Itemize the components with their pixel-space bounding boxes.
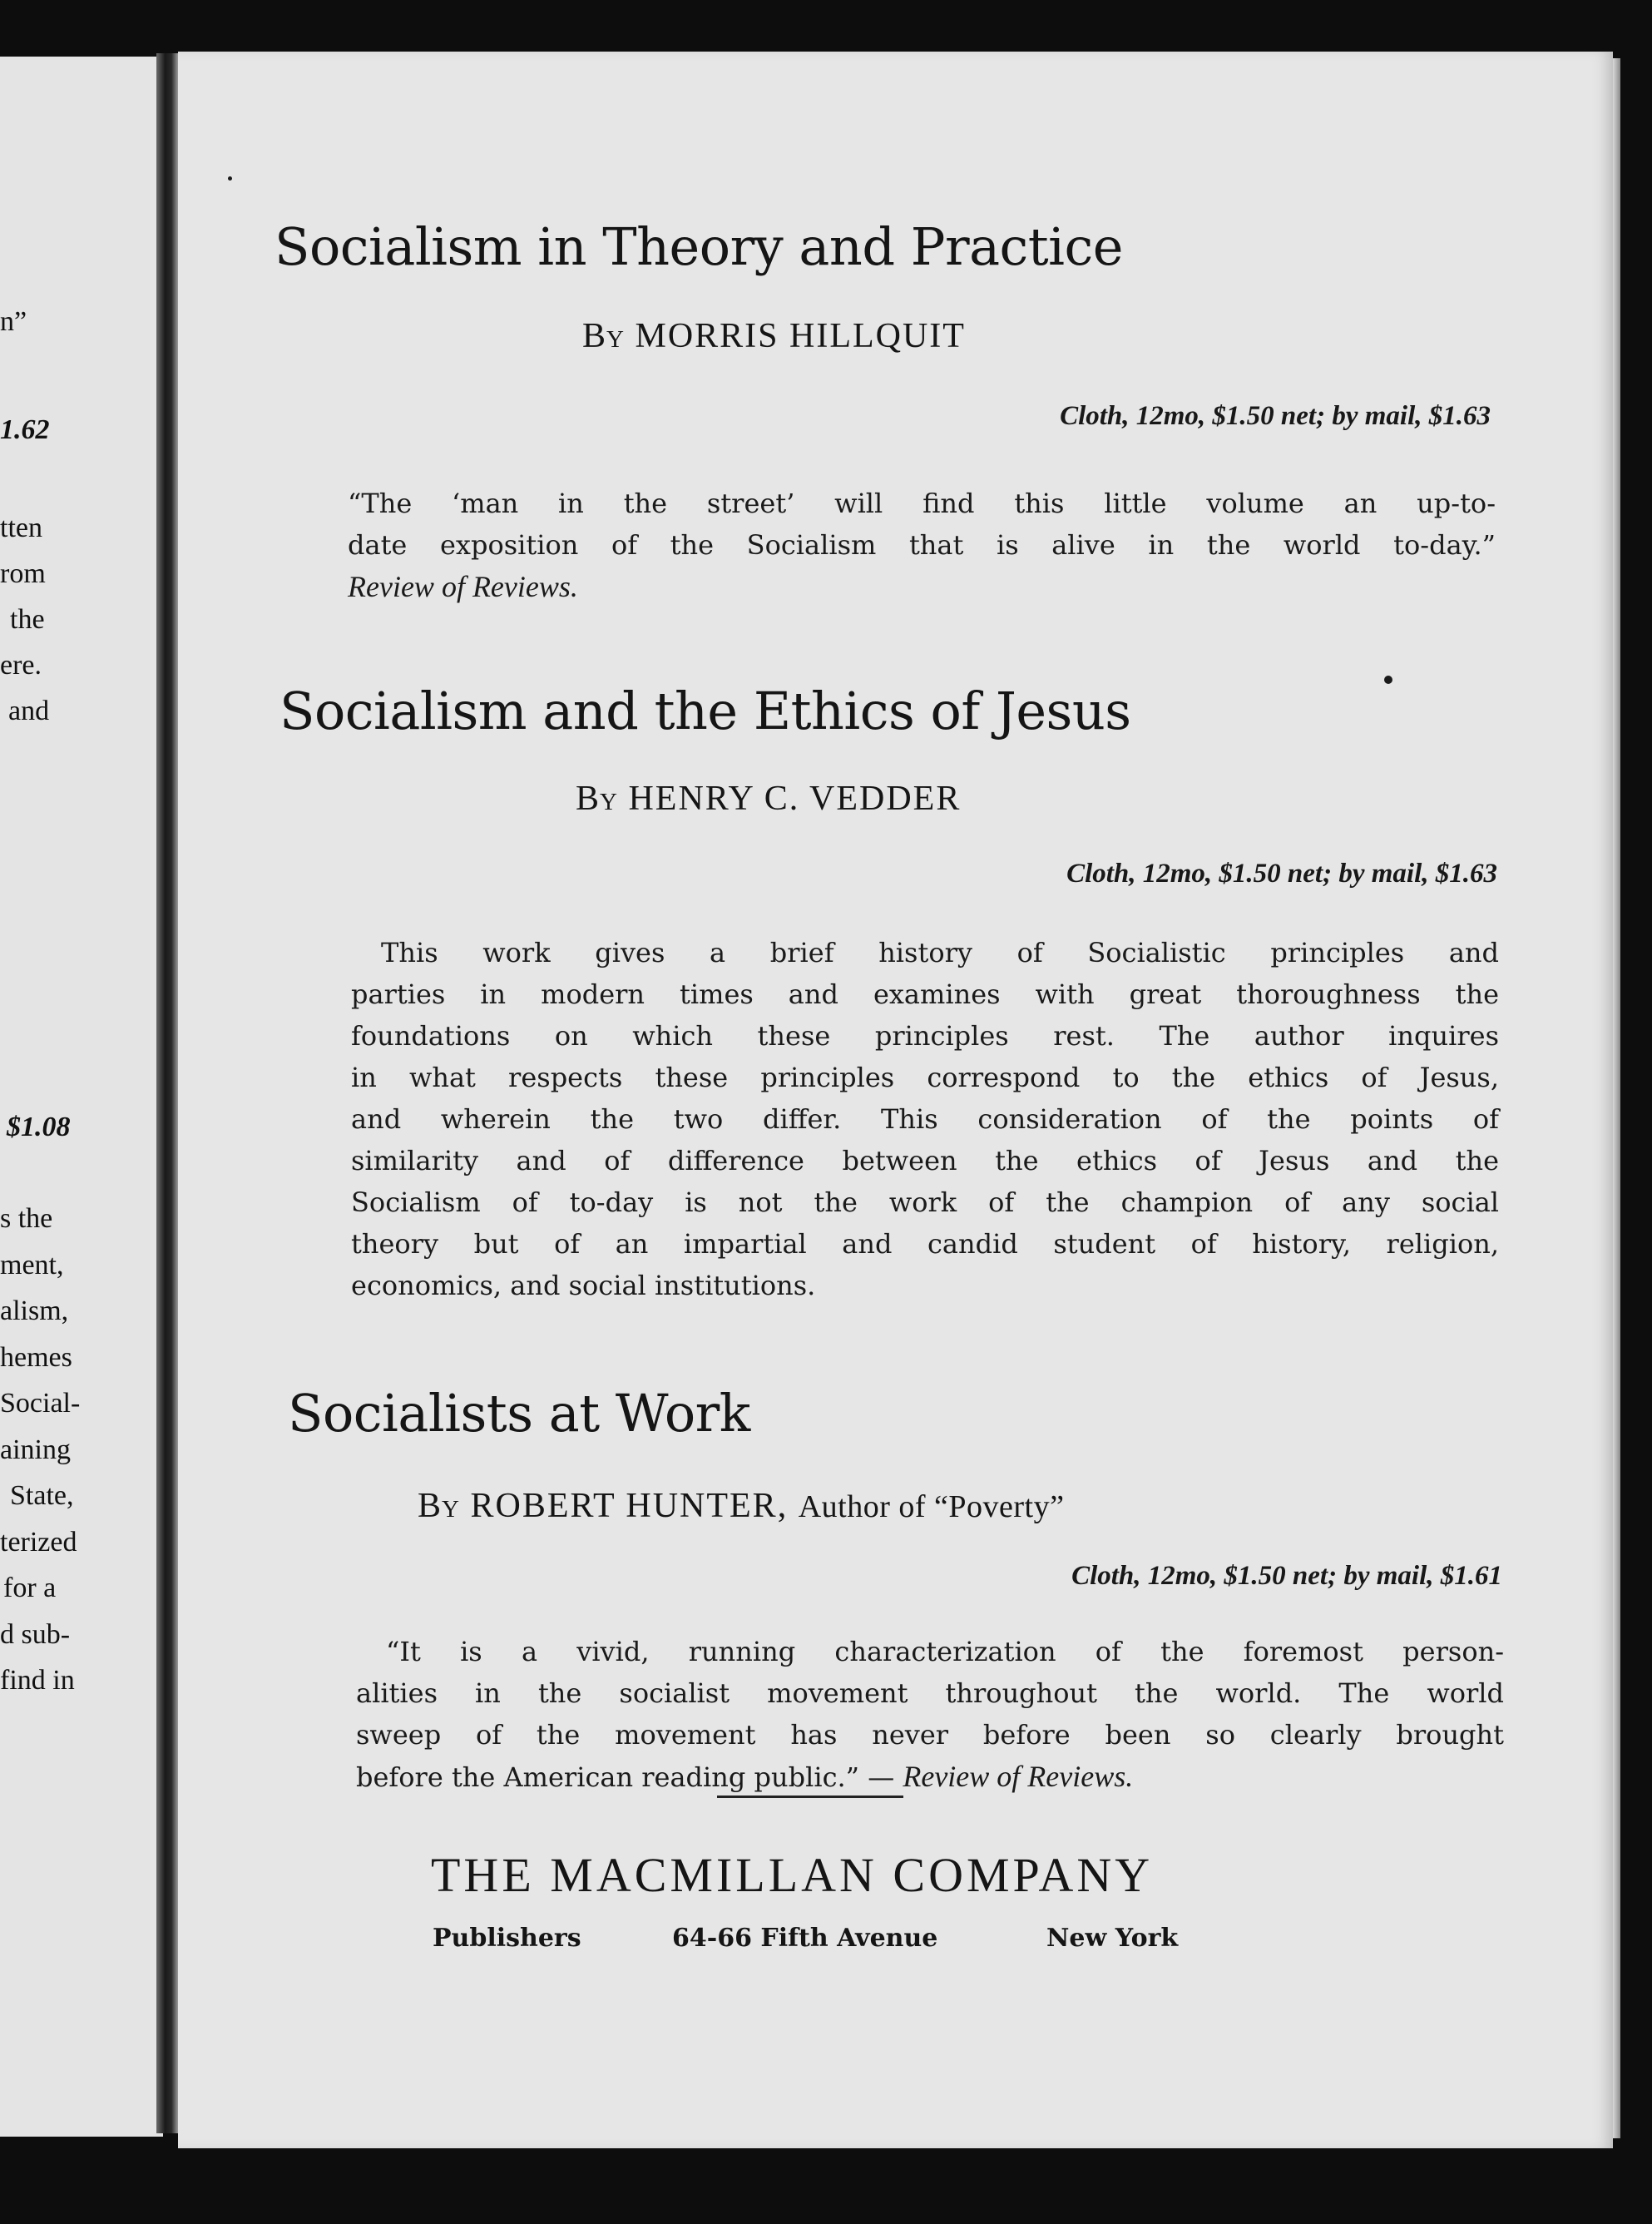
left-fragment: 1.62 [0, 414, 50, 445]
left-fragment: s the [0, 1203, 53, 1234]
blurb-line [348, 566, 1496, 608]
left-fragment: Social- [0, 1388, 81, 1419]
blurb-line: theory but of an impartial and candid student of history, religion, [351, 1228, 1499, 1260]
book-price: Cloth, 12mo, $1.50 net; by mail, $1.63 [1066, 859, 1497, 889]
blurb-line: similarity and of difference between the ethics of Jesus and the [351, 1145, 1499, 1176]
left-fragment: aining [0, 1434, 71, 1465]
left-fragment: for a [3, 1573, 57, 1603]
book-blurb [356, 1631, 1504, 1798]
author-name: HENRY C. VEDDER [628, 780, 962, 818]
author-prefix: By [418, 1487, 460, 1525]
blurb-line [356, 1756, 1504, 1798]
book-blurb [348, 483, 1496, 608]
left-facing-page [0, 57, 163, 2137]
book-author [582, 316, 966, 356]
author-name: MORRIS HILLQUIT [635, 317, 966, 355]
blurb-line: date exposition of the Socialism that is alive in the world to-day.” [348, 529, 1496, 561]
publisher-address: 64-66 Fifth Avenue [672, 1924, 938, 1953]
blurb-line: “The ‘man in the street’ will find this little volume an up-to- [348, 488, 1496, 519]
publisher-city: New York [1046, 1924, 1179, 1953]
blurb-line: Socialism of to-day is not the work of the champion of any social [351, 1186, 1499, 1218]
publisher-role: Publishers [433, 1924, 581, 1953]
blurb-line: in what respects these principles correspond to the ethics of Jesus, [351, 1062, 1499, 1093]
left-fragment: ment, [0, 1250, 64, 1280]
book-gutter [156, 53, 178, 2133]
left-fragment: rom [0, 558, 46, 589]
left-fragment: terized [0, 1527, 77, 1558]
book-title: Socialism in Theory and Practice [275, 216, 1123, 277]
publisher-name: THE MACMILLAN COMPANY [431, 1848, 1154, 1902]
left-fragment: ere. [0, 650, 42, 681]
author-prefix: By [576, 780, 618, 818]
left-fragment: find in [0, 1665, 75, 1696]
blurb-line: parties in modern times and examines with great thoroughness the [351, 978, 1499, 1010]
left-fragment: State, [10, 1480, 74, 1511]
blurb-line: alities in the socialist movement throughout the world. The world [356, 1677, 1504, 1709]
left-fragment: and [8, 696, 50, 726]
author-name: ROBERT HUNTER, [470, 1487, 789, 1525]
print-speck [1384, 676, 1392, 684]
author-prefix: By [582, 317, 625, 355]
book-price: Cloth, 12mo, $1.50 net; by mail, $1.61 [1071, 1561, 1502, 1591]
left-fragment: the [10, 604, 45, 635]
author-note: Author of “Poverty” [798, 1489, 1065, 1524]
blurb-line: foundations on which these principles rest. The author inquires [351, 1020, 1499, 1052]
section-divider [717, 1796, 903, 1798]
book-price: Cloth, 12mo, $1.50 net; by mail, $1.63 [1060, 401, 1491, 431]
blurb-line: economics, and social institutions. [351, 1270, 816, 1301]
blurb-line: sweep of the movement has never before been so clearly brought [356, 1719, 1504, 1751]
book-author [576, 779, 961, 819]
blurb-line: and wherein the two differ. This consideration of the points of [351, 1103, 1499, 1135]
advertisement-page [178, 52, 1613, 2148]
blurb-source: Review of Reviews. [348, 570, 578, 603]
book-author [418, 1486, 1064, 1526]
left-fragment: d sub- [0, 1619, 71, 1650]
left-fragment: $1.08 [7, 1112, 71, 1142]
left-fragment: hemes [0, 1342, 72, 1373]
left-fragment: alism, [0, 1295, 69, 1326]
blurb-text: before the American reading public.” — [356, 1761, 895, 1793]
page-edge [1613, 58, 1620, 2138]
blurb-line: “It is a vivid, running characterization of the foremost person- [386, 1636, 1504, 1667]
left-fragment: tten [0, 513, 42, 543]
book-blurb [351, 932, 1499, 1306]
book-title: Socialism and the Ethics of Jesus [279, 681, 1131, 741]
blurb-line: This work gives a brief history of Socialistic principles and [381, 937, 1499, 968]
left-fragment: n” [0, 306, 27, 337]
print-speck [228, 176, 232, 181]
blurb-source: Review of Reviews. [903, 1760, 1134, 1793]
book-title: Socialists at Work [288, 1383, 750, 1444]
